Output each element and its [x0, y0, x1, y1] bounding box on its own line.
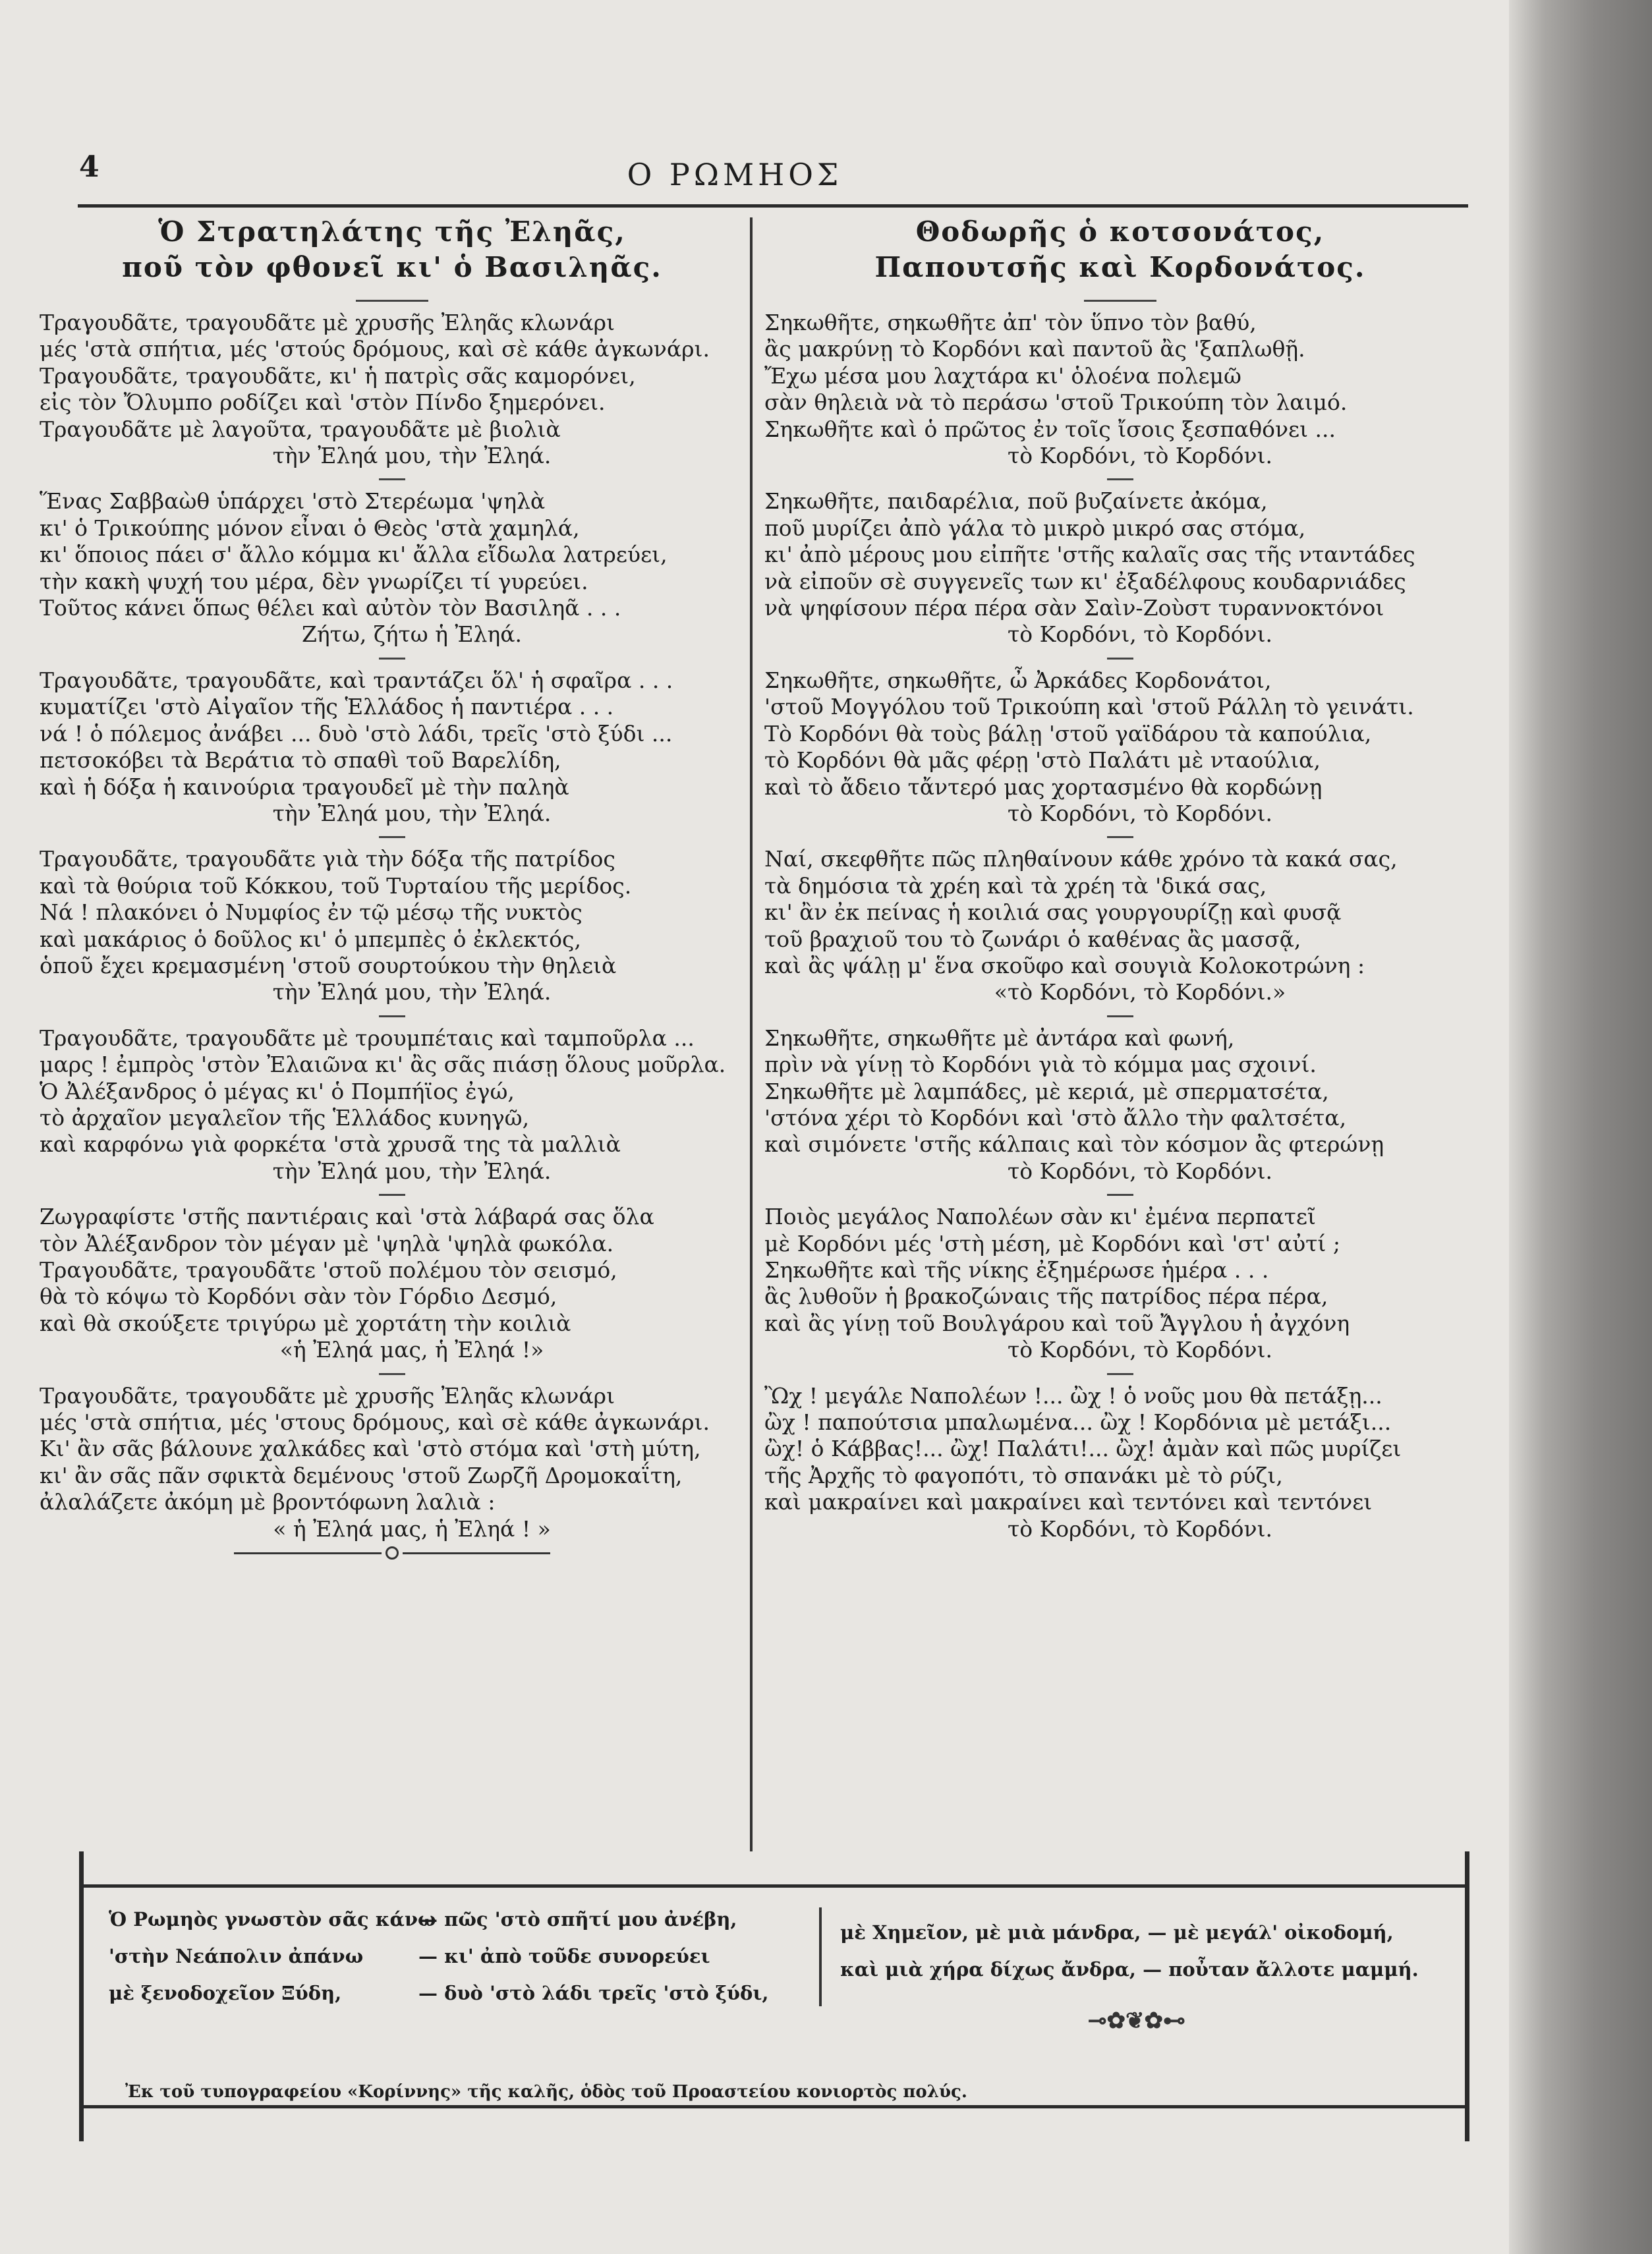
verse-line: Τραγουδᾶτε, τραγουδᾶτε μὲ τρουμπέταις καὶ ταμποῦρλα ... — [40, 1025, 695, 1051]
refrain-line: τὴν Ἐληά μου, τὴν Ἐληά. — [272, 979, 552, 1005]
right-stanza-5 — [764, 1025, 1476, 1185]
box-right-bar — [1465, 1851, 1469, 2141]
refrain-line: τὸ Κορδόνι, τὸ Κορδόνι. — [1007, 1337, 1272, 1363]
verse-line: θὰ τὸ κόψω τὸ Κορδόνι σὰν τὸν Γόρδιο Δεσμό, — [40, 1283, 557, 1310]
verse-line: Ναί, σκεφθῆτε πῶς πληθαίνουν κάθε χρόνο τὰ κακά σας, — [764, 846, 1398, 872]
verse-line: κυματίζει 'στὸ Αἰγαῖον τῆς Ἑλλάδος ἡ παντιέρα . . . — [40, 694, 614, 720]
stanza-separator — [1107, 836, 1133, 838]
end-ornament — [234, 1546, 550, 1560]
right-stanza-3 — [764, 667, 1476, 827]
verse-line: Σηκωθῆτε καὶ ὁ πρῶτος ἐν τοῖς ἴσοις ξεσπαθόνει ... — [764, 416, 1336, 442]
verse-line: τὸ ἀρχαῖον μεγαλεῖον τῆς Ἑλλάδος κυνηγῶ, — [40, 1104, 530, 1131]
advert-text: μὲ ξενοδοχεῖον Ξύδη, — [109, 1982, 342, 2004]
verse-line: τὸν Ἀλέξανδρον τὸν μέγαν μὲ 'ψηλὰ 'ψηλὰ φωκόλα. — [40, 1230, 614, 1256]
stanza-separator — [1107, 1373, 1133, 1375]
verse-line: Ζωγραφίστε 'στῆς παντιέραις καὶ 'στὰ λάβαρά σας ὅλα — [40, 1204, 654, 1230]
left-column — [40, 214, 745, 1560]
verse-line: σὰν θηλειὰ νὰ τὸ περάσω 'στοῦ Τρικούπη τὸν λαιμό. — [764, 389, 1348, 416]
verse-line: μὲ Κορδόνι μές 'στὴ μέση, μὲ Κορδόνι καὶ 'στ' αὐτί ; — [764, 1230, 1340, 1256]
refrain-line: τὴν Ἐληά μου, τὴν Ἐληά. — [272, 800, 552, 826]
verse-line: Τραγουδᾶτε, τραγουδᾶτε γιὰ τὴν δόξα τῆς πατρίδος — [40, 846, 615, 872]
advert-text: Ὁ Ρωμηὸς γνωστὸν σᾶς κάνω — [109, 1908, 436, 1930]
verse-line: καὶ ἡ δόξα ἡ καινούρια τραγουδεῖ μὲ τὴν παληὰ — [40, 774, 569, 800]
verse-line: Ὢχ ! μεγάλε Ναπολέων !... ὢχ ! ὁ νοῦς μου θὰ πετάξῃ... — [764, 1382, 1382, 1409]
advert-text: — πῶς 'στὸ σπῆτί μου ἀνέβη, — [418, 1908, 737, 1930]
verse-line: Τραγουδᾶτε, τραγουδᾶτε 'στοῦ πολέμου τὸν σεισμό, — [40, 1257, 617, 1283]
advert-divider-ornament — [811, 1907, 830, 2039]
verse-line: τὴν κακὴ ψυχή του μέρα, δὲν γνωρίζει τί γυρεύει. — [40, 568, 588, 594]
verse-line: τῆς Ἀρχῆς τὸ φαγοπότι, τὸ σπανάκι μὲ τὸ ρύζι, — [764, 1462, 1283, 1488]
verse-line: ὢχ ! παπούτσια μπαλωμένα... ὢχ ! Κορδόνια μὲ μετάξι... — [764, 1409, 1392, 1436]
stanza-separator — [379, 1194, 405, 1196]
refrain-line: τὸ Κορδόνι, τὸ Κορδόνι. — [1007, 800, 1272, 826]
verse-line: ἀλαλάζετε ἀκόμη μὲ βροντόφωνη λαλιὰ : — [40, 1489, 496, 1515]
verse-line: καὶ μακάριος ὁ δοῦλος κι' ὁ μπεμπὲς ὁ ἐκλεκτός, — [40, 926, 582, 952]
verse-line: Σηκωθῆτε, σηκωθῆτε, ὦ Ἀρκάδες Κορδονάτοι, — [764, 667, 1272, 693]
verse-line: 'στόνα χέρι τὸ Κορδόνι καὶ 'στὸ ἄλλο τὴν φαλτσέτα, — [764, 1104, 1347, 1131]
verse-line: καὶ ἂς ψάλῃ μ' ἕνα σκοῦφο καὶ σουγιὰ Κολοκοτρώνη : — [764, 952, 1365, 978]
refrain-line: τὸ Κορδόνι, τὸ Κορδόνι. — [1007, 621, 1272, 648]
advert-text: 'στὴν Νεάπολιν ἀπάνω — [109, 1945, 364, 1967]
left-stanza-6 — [40, 1204, 745, 1363]
stanza-separator — [379, 1373, 405, 1375]
verse-line: κι' ὅποιος πάει σ' ἄλλο κόμμα κι' ἄλλα εἴδωλα λατρεύει, — [40, 542, 668, 568]
fleuron-ornament: ⊸✿❦✿⊷ — [1088, 2008, 1185, 2034]
verse-line: καὶ μακραίνει καὶ μακραίνει καὶ τεντόνει καὶ τεντόνει — [764, 1489, 1373, 1515]
verse-line: 'στοῦ Μογγόλου τοῦ Τρικούπη καὶ 'στοῦ Ράλλη τὸ γεινάτι. — [764, 694, 1414, 720]
refrain-line: τὴν Ἐληά μου, τὴν Ἐληά. — [272, 1158, 552, 1184]
advert-text: μὲ Χημεῖον, μὲ μιὰ μάνδρα, — μὲ μεγάλ' οἰκοδομή, — [840, 1921, 1394, 1944]
verse-line: κι' ἂν ἐκ πείνας ἡ κοιλιά σας γουργουρίζῃ καὶ φυσᾷ — [764, 899, 1342, 926]
verse-line: τοῦ βραχιοῦ του τὸ ζωνάρι ὁ καθένας ἂς μασσᾷ, — [764, 926, 1301, 952]
refrain-line: « ἡ Ἐληά μας, ἡ Ἐληά ! » — [273, 1515, 551, 1542]
title-rule — [356, 300, 428, 302]
left-stanza-2 — [40, 488, 745, 648]
verse-line: ποῦ μυρίζει ἀπὸ γάλα τὸ μικρὸ μικρό σας στόμα, — [764, 515, 1306, 541]
verse-line: καὶ τὸ ἄδειο τἄντερό μας χορτασμένο θὰ κορδώνῃ — [764, 774, 1323, 800]
refrain-line: «τὸ Κορδόνι, τὸ Κορδόνι.» — [994, 979, 1286, 1005]
left-stanza-7 — [40, 1383, 745, 1542]
left-stanza-4 — [40, 846, 745, 1005]
left-title-line: ποῦ τὸν φθονεῖ κι' ὁ Βασιληᾶς. — [122, 251, 662, 283]
header-rule — [78, 204, 1468, 208]
verse-line: Σηκωθῆτε, σηκωθῆτε ἀπ' τὸν ὕπνο τὸν βαθύ, — [764, 310, 1257, 335]
verse-line: νά ! ὁ πόλεμος ἀνάβει ... δυὸ 'στὸ λάδι, τρεῖς 'στὸ ξύδι ... — [40, 720, 673, 747]
stanza-separator — [379, 658, 405, 660]
verse-line: κι' ἀπὸ μέρους μου εἰπῆτε 'στῆς καλαῖς σας τῆς νταντάδες — [764, 542, 1415, 568]
verse-line: Ποιὸς μεγάλος Ναπολέων σὰν κι' ἐμένα περπατεῖ — [764, 1204, 1316, 1230]
verse-line: Σηκωθῆτε μὲ λαμπάδες, μὲ κεριά, μὲ σπερματσέτα, — [764, 1078, 1329, 1104]
verse-line: καὶ ἂς γίνῃ τοῦ Βουλγάρου καὶ τοῦ Ἄγγλου ἡ ἀγχόνη — [764, 1310, 1350, 1336]
verse-line: Τραγουδᾶτε, τραγουδᾶτε μὲ χρυσῆς Ἐληᾶς κλωνάρι — [40, 1382, 615, 1409]
right-column — [764, 214, 1476, 1542]
advertisement-box — [79, 1884, 1469, 2108]
stanza-separator — [379, 836, 405, 838]
verse-line: Κι' ἂν σᾶς βάλουνε χαλκάδες καὶ 'στὸ στόμα καὶ 'στὴ μύτη, — [40, 1436, 701, 1462]
advert-text: — κι' ἀπὸ τοῦδε συνορεύει — [418, 1945, 710, 1967]
right-stanza-6 — [764, 1204, 1476, 1363]
printer-imprint: Ἐκ τοῦ τυπογραφείου «Κορίννης» τῆς καλῆς, ὁδὸς τοῦ Προαστείου κονιορτὸς πολύς. — [125, 2082, 967, 2102]
right-stanza-1 — [764, 310, 1476, 469]
advert-text: — δυὸ 'στὸ λάδι τρεῖς 'στὸ ξύδι, — [418, 1982, 769, 2004]
right-title-line: Παπουτσῆς καὶ Κορδονάτος. — [874, 251, 1366, 283]
advert-row — [109, 1975, 801, 2012]
right-poem-title — [764, 214, 1476, 285]
right-stanza-4 — [764, 846, 1476, 1005]
verse-line: μές 'στὰ σπήτια, μές 'στούς δρόμους, καὶ σὲ κάθε ἀγκωνάρι. — [40, 336, 710, 362]
verse-line: Ἔχω μέσα μου λαχτάρα κι' ὁλοένα πολεμῶ — [764, 362, 1241, 389]
verse-line: καὶ τὰ θούρια τοῦ Κόκκου, τοῦ Τυρταίου τῆς μερίδος. — [40, 872, 632, 899]
verse-line: τὸ Κορδόνι θὰ μᾶς φέρῃ 'στὸ Παλάτι μὲ νταούλια, — [764, 747, 1321, 774]
advert-row — [109, 1938, 801, 1975]
advert-left-block — [109, 1901, 801, 2012]
refrain-line: τὸ Κορδόνι, τὸ Κορδόνι. — [1007, 1158, 1272, 1184]
refrain-line: τὸ Κορδόνι, τὸ Κορδόνι. — [1007, 443, 1272, 469]
verse-line: Ἕνας Σαββαὼθ ὑπάρχει 'στὸ Στερέωμα 'ψηλὰ — [40, 488, 546, 515]
verse-line: ὁποῦ ἔχει κρεμασμένη 'στοῦ σουρτούκου τὴν θηλειὰ — [40, 952, 617, 978]
refrain-line: Ζήτω, ζήτω ἡ Ἐληά. — [301, 621, 523, 648]
verse-line: τὰ δημόσια τὰ χρέη καὶ τὰ χρέη τὰ 'δικά σας, — [764, 872, 1267, 899]
stanza-separator — [1107, 1015, 1133, 1017]
stanza-separator — [1107, 1194, 1133, 1196]
right-title-line: Θοδωρῆς ὁ κοτσονάτος, — [915, 215, 1325, 248]
right-stanza-7 — [764, 1383, 1476, 1542]
verse-line: νὰ ψηφίσουν πέρα πέρα σὰν Σαὶν-Ζοὺστ τυραννοκτόνοι — [764, 595, 1384, 621]
verse-line: Τὸ Κορδόνι θὰ τοὺς βάλῃ 'στοῦ γαϊδάρου τὰ καπούλια, — [764, 720, 1372, 747]
verse-line: Σηκωθῆτε καὶ τῆς νίκης ἐξημέρωσε ἡμέρα . . . — [764, 1257, 1269, 1283]
left-title-line: Ὁ Στρατηλάτης τῆς Ἐληᾶς, — [158, 215, 626, 248]
verse-line: Ὁ Ἀλέξανδρος ὁ μέγας κι' ὁ Πομπήϊος ἐγώ, — [40, 1078, 515, 1104]
verse-line: Τραγουδᾶτε, τραγουδᾶτε, κι' ἡ πατρὶς σᾶς καμορόνει, — [40, 362, 636, 389]
verse-line: Τοῦτος κάνει ὅπως θέλει καὶ αὐτὸν τὸν Βασιληᾶ . . . — [40, 595, 621, 621]
verse-line: κι' ἂν σᾶς πᾶν σφικτὰ δεμένους 'στοῦ Ζωρζῆ Δρομοκαΐτη, — [40, 1462, 683, 1488]
column-rule — [750, 217, 753, 1851]
verse-line: μές 'στὰ σπήτια, μές 'στους δρόμους, καὶ σὲ κάθε ἀγκωνάρι. — [40, 1409, 710, 1436]
verse-line: καὶ καρφόνω γιὰ φορκέτα 'στὰ χρυσᾶ της τὰ μαλλιὰ — [40, 1131, 621, 1158]
left-stanza-1 — [40, 310, 745, 469]
refrain-line: τὴν Ἐληά μου, τὴν Ἐληά. — [272, 443, 552, 469]
verse-line: Τραγουδᾶτε μὲ λαγοῦτα, τραγουδᾶτε μὲ βιολιὰ — [40, 416, 561, 442]
verse-line: Σηκωθῆτε, σηκωθῆτε μὲ ἀντάρα καὶ φωνή, — [764, 1025, 1235, 1051]
refrain-line: «ἡ Ἐληά μας, ἡ Ἐληά !» — [279, 1337, 544, 1363]
stanza-separator — [379, 478, 405, 480]
verse-line: πρὶν νὰ γίνῃ τὸ Κορδόνι γιὰ τὸ κόμμα μας σχοινί. — [764, 1052, 1317, 1078]
verse-line: κι' ὁ Τρικούπης μόνον εἶναι ὁ Θεὸς 'στὰ χαμηλά, — [40, 515, 580, 541]
running-title: Ο ΡΩΜΗΟΣ — [627, 157, 843, 192]
page-binding-shadow — [1509, 0, 1652, 2254]
verse-line: ὢχ! ὁ Κάββας!... ὢχ! Παλάτι!... ὢχ! ἀμὰν καὶ πῶς μυρίζει — [764, 1436, 1402, 1462]
verse-line: Τραγουδᾶτε, τραγουδᾶτε μὲ χρυσῆς Ἐληᾶς κλωνάρι — [40, 310, 615, 335]
refrain-line: τὸ Κορδόνι, τὸ Κορδόνι. — [1007, 1515, 1272, 1542]
verse-line: νὰ εἰποῦν σὲ συγγενεῖς των κι' ἐξαδέλφους κουδαρνιάδες — [764, 568, 1406, 594]
verse-line: Τραγουδᾶτε, τραγουδᾶτε, καὶ τραντάζει ὅλ' ἡ σφαῖρα . . . — [40, 667, 673, 693]
verse-line: ἂς λυθοῦν ἡ βρακοζώναις τῆς πατρίδος πέρα πέρα, — [764, 1283, 1328, 1310]
verse-line: εἰς τὸν Ὄλυμπο ροδίζει καὶ 'στὸν Πίνδο ξημερόνει. — [40, 389, 606, 416]
left-stanza-3 — [40, 667, 745, 827]
verse-line: ἂς μακρύνῃ τὸ Κορδόνι καὶ παντοῦ ἂς 'ξαπλωθῇ. — [764, 336, 1305, 362]
verse-line: καὶ θὰ σκούξετε τριγύρω μὲ χορτάτη τὴν κοιλιὰ — [40, 1310, 571, 1336]
verse-line: μαρς ! ἐμπρὸς 'στὸν Ἐλαιῶνα κι' ἂς σᾶς πιάσῃ ὅλους μοῦρλα. — [40, 1052, 726, 1078]
advert-text: καὶ μιὰ χήρα δίχως ἄνδρα, — ποὖταν ἄλλοτε μαμμή. — [840, 1958, 1419, 1981]
left-poem-title — [40, 214, 745, 285]
left-stanza-5 — [40, 1025, 745, 1185]
advert-row — [109, 1901, 801, 1938]
verse-line: Σηκωθῆτε, παιδαρέλια, ποῦ βυζαίνετε ἀκόμα, — [764, 488, 1268, 515]
stanza-separator — [1107, 658, 1133, 660]
verse-line: πετσοκόβει τὰ Βεράτια τὸ σπαθὶ τοῦ Βαρελίδη, — [40, 747, 561, 774]
verse-line: καὶ σιμόνετε 'στῆς κάλπαις καὶ τὸν κόσμον ἂς φτερώνῃ — [764, 1131, 1384, 1158]
box-left-bar — [79, 1851, 84, 2141]
page-number: 4 — [79, 150, 100, 184]
stanza-separator — [379, 1015, 405, 1017]
right-stanza-2 — [764, 488, 1476, 648]
title-rule — [1084, 300, 1156, 302]
verse-line: Νά ! πλακόνει ὁ Νυμφίος ἐν τῷ μέσῳ τῆς νυκτὸς — [40, 899, 583, 926]
advert-right-block — [840, 1914, 1433, 2039]
stanza-separator — [1107, 478, 1133, 480]
